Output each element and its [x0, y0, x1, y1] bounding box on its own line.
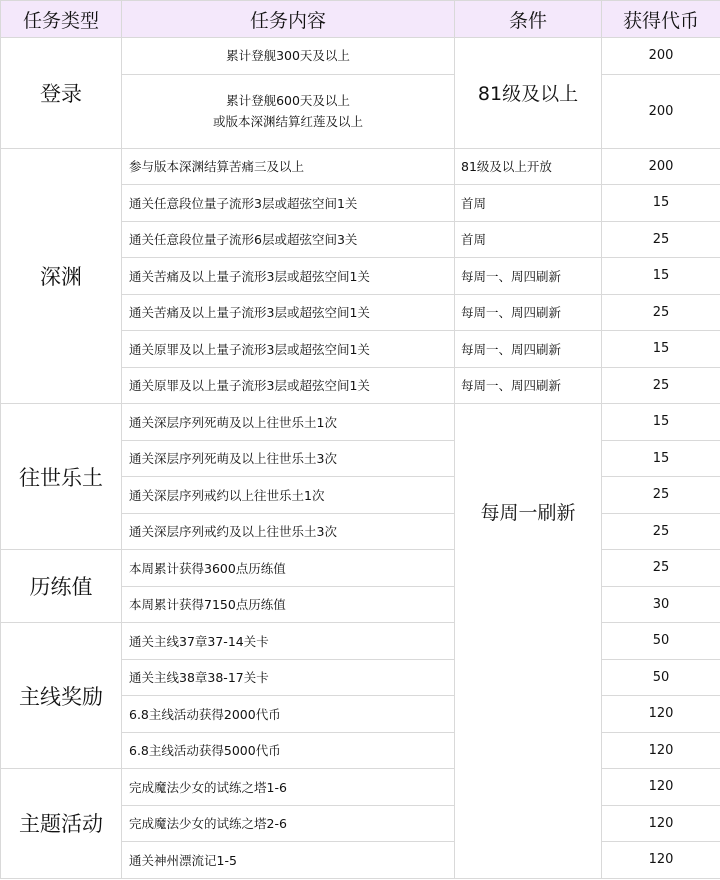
task-content: 通关苦痛及以上量子流形3层或超弦空间1关	[122, 294, 455, 331]
table-row	[1, 148, 720, 185]
reward-value: 15	[602, 440, 720, 477]
task-content: 本周累计获得3600点历练值	[122, 550, 455, 587]
type-abyss: 深渊	[1, 148, 122, 404]
reward-value: 25	[602, 477, 720, 514]
task-content: 本周累计获得7150点历练值	[122, 586, 455, 623]
reward-value: 200	[602, 148, 720, 185]
condition-lv81: 81级及以上	[455, 38, 602, 149]
table-row	[1, 769, 720, 806]
reward-value: 25	[602, 294, 720, 331]
task-content: 通关原罪及以上量子流形3层或超弦空间1关	[122, 331, 455, 368]
task-content: 完成魔法少女的试练之塔2-6	[122, 805, 455, 842]
condition-first-week: 首周	[455, 221, 602, 258]
reward-value: 25	[602, 513, 720, 550]
reward-value: 120	[602, 732, 720, 769]
task-content: 累计登舰300天及以上	[122, 38, 455, 75]
condition-first-week: 首周	[455, 185, 602, 222]
reward-value: 15	[602, 185, 720, 222]
header-condition: 条件	[455, 1, 602, 38]
task-content: 通关主线38章38-17关卡	[122, 659, 455, 696]
reward-value: 25	[602, 221, 720, 258]
task-content-line: 或版本深渊结算红莲及以上	[212, 114, 363, 129]
table-row	[1, 550, 720, 587]
task-content: 参与版本深渊结算苦痛三及以上	[122, 148, 455, 185]
condition-monday: 每周一刷新	[455, 404, 602, 879]
task-content: 通关深层序列戒约及以上往世乐土3次	[122, 513, 455, 550]
type-main: 主线奖励	[1, 623, 122, 769]
reward-value: 15	[602, 331, 720, 368]
condition-mon-thu: 每周一、周四刷新	[455, 258, 602, 295]
reward-value: 120	[602, 805, 720, 842]
reward-value: 120	[602, 842, 720, 879]
type-login: 登录	[1, 38, 122, 149]
condition-mon-thu: 每周一、周四刷新	[455, 294, 602, 331]
table-row	[1, 38, 720, 75]
reward-value: 30	[602, 586, 720, 623]
type-exp: 历练值	[1, 550, 122, 623]
type-event: 主题活动	[1, 769, 122, 879]
task-content: 通关神州漂流记1-5	[122, 842, 455, 879]
task-content: 通关原罪及以上量子流形3层或超弦空间1关	[122, 367, 455, 404]
reward-value: 200	[602, 74, 720, 148]
reward-value: 200	[602, 38, 720, 75]
type-elysium: 往世乐土	[1, 404, 122, 550]
reward-value: 15	[602, 258, 720, 295]
header-row	[1, 1, 720, 38]
task-content: 6.8主线活动获得5000代币	[122, 732, 455, 769]
reward-value: 50	[602, 623, 720, 660]
task-content: 通关深层序列死萌及以上往世乐土1次	[122, 404, 455, 441]
task-content: 通关苦痛及以上量子流形3层或超弦空间1关	[122, 258, 455, 295]
header-reward: 获得代币	[602, 1, 720, 38]
reward-value: 50	[602, 659, 720, 696]
task-content: 通关任意段位量子流形6层或超弦空间3关	[122, 221, 455, 258]
condition-lv81-open: 81级及以上开放	[455, 148, 602, 185]
header-task-content: 任务内容	[122, 1, 455, 38]
reward-value: 25	[602, 367, 720, 404]
task-content: 通关深层序列死萌及以上往世乐土3次	[122, 440, 455, 477]
task-content: 通关主线37章37-14关卡	[122, 623, 455, 660]
reward-value: 25	[602, 550, 720, 587]
task-content-line: 累计登舰600天及以上	[226, 93, 350, 108]
reward-value: 120	[602, 769, 720, 806]
task-content	[122, 74, 455, 148]
table-row	[1, 623, 720, 660]
task-content: 6.8主线活动获得2000代币	[122, 696, 455, 733]
condition-mon-thu: 每周一、周四刷新	[455, 331, 602, 368]
reward-value: 15	[602, 404, 720, 441]
task-content: 完成魔法少女的试练之塔1-6	[122, 769, 455, 806]
task-content: 通关深层序列戒约以上往世乐土1次	[122, 477, 455, 514]
task-content: 通关任意段位量子流形3层或超弦空间1关	[122, 185, 455, 222]
table-row	[1, 404, 720, 441]
reward-value: 120	[602, 696, 720, 733]
header-task-type: 任务类型	[1, 1, 122, 38]
condition-mon-thu: 每周一、周四刷新	[455, 367, 602, 404]
